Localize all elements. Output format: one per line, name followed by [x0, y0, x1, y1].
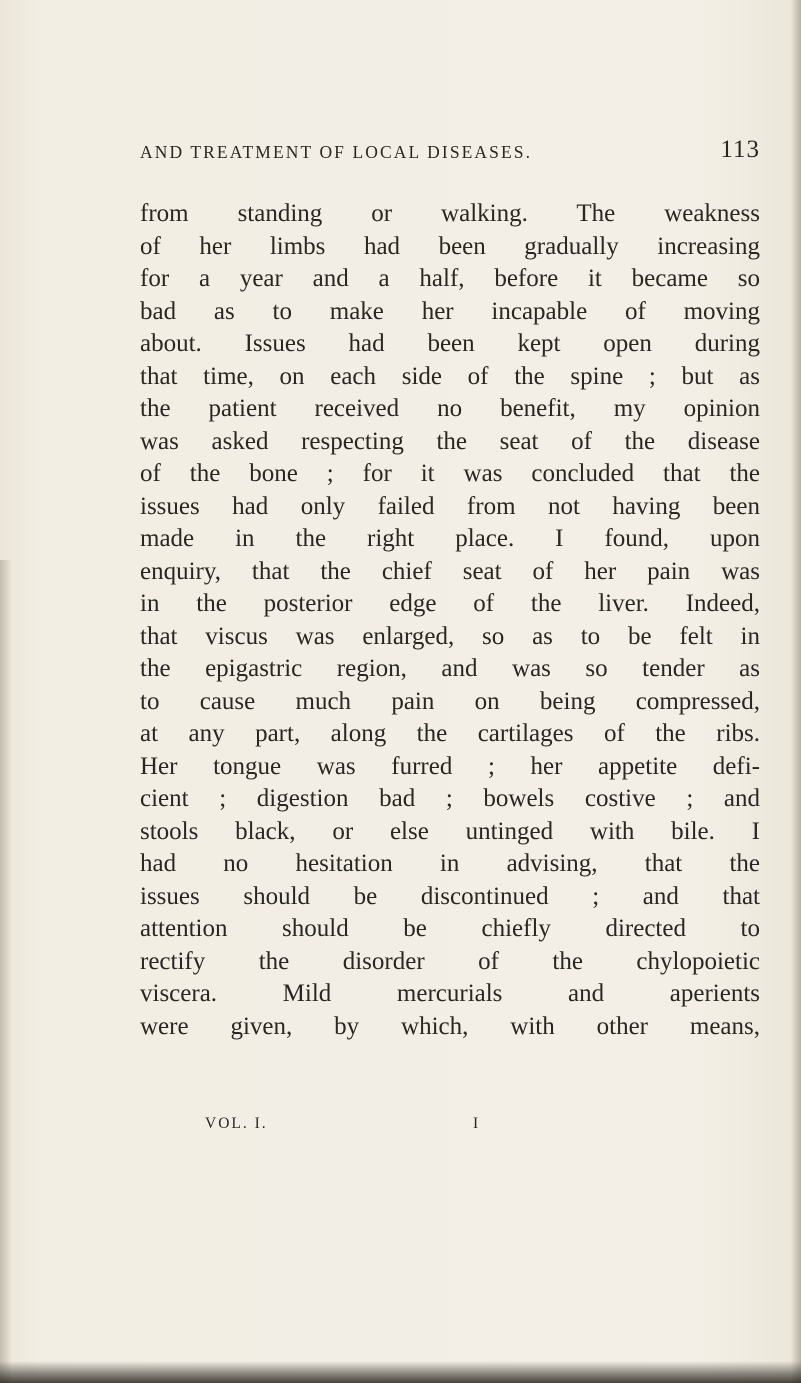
text-line: enquiry, that the chief seat of her pain was	[140, 557, 760, 585]
text-line: was asked respecting the seat of the disease	[140, 427, 760, 455]
text-line: issues should be discontinued ; and that	[140, 882, 760, 910]
text-line: made in the right place. I found, upon	[140, 525, 760, 552]
text-line: in the posterior edge of the liver. Indeed,	[140, 590, 760, 617]
text-line: about. Issues had been kept open during	[140, 330, 760, 357]
text-line: cient ; digestion bad ; bowels costive ; and	[140, 785, 760, 812]
text-line: had no hesitation in advising, that the	[140, 850, 760, 877]
text-line: Her tongue was furred ; her appetite defi-	[140, 752, 760, 780]
running-title: AND TREATMENT OF LOCAL DISEASES.	[140, 142, 533, 162]
text-line: from standing or walking. The weakness	[140, 200, 760, 227]
volume-mark: VOL. I.	[205, 1115, 268, 1132]
text-line: to cause much pain on being compressed,	[140, 687, 760, 715]
text-line: the patient received no benefit, my opinion	[140, 395, 760, 422]
page-edge-bottom	[0, 1361, 801, 1383]
gutter-shadow	[0, 560, 12, 1383]
text-line: at any part, along the cartilages of the ribs.	[140, 720, 760, 747]
text-line: for a year and a half, before it became so	[140, 265, 760, 292]
text-line: stools black, or else untinged with bile. I	[140, 817, 760, 845]
signature-mark: I	[473, 1115, 481, 1132]
text-line: viscera. Mild mercurials and aperients	[140, 980, 760, 1007]
text-line: that time, on each side of the spine ; but as	[140, 362, 760, 390]
text-line: the epigastric region, and was so tender as	[140, 655, 760, 682]
body-text	[140, 198, 760, 1043]
page-footer	[205, 1115, 505, 1139]
text-line: of the bone ; for it was concluded that the	[140, 460, 760, 487]
page-edge-right	[791, 0, 801, 1383]
text-line: of her limbs had been gradually increasing	[140, 232, 760, 260]
text-line: that viscus was enlarged, so as to be felt in	[140, 622, 760, 650]
text-line: rectify the disorder of the chylopoietic	[140, 947, 760, 975]
text-line: issues had only failed from not having been	[140, 492, 760, 520]
text-line: were given, by which, with other means,	[140, 1012, 760, 1040]
running-head	[140, 138, 760, 168]
page-number: 113	[720, 136, 760, 163]
text-line: attention should be chiefly directed to	[140, 915, 760, 942]
text-line: bad as to make her incapable of moving	[140, 297, 760, 325]
